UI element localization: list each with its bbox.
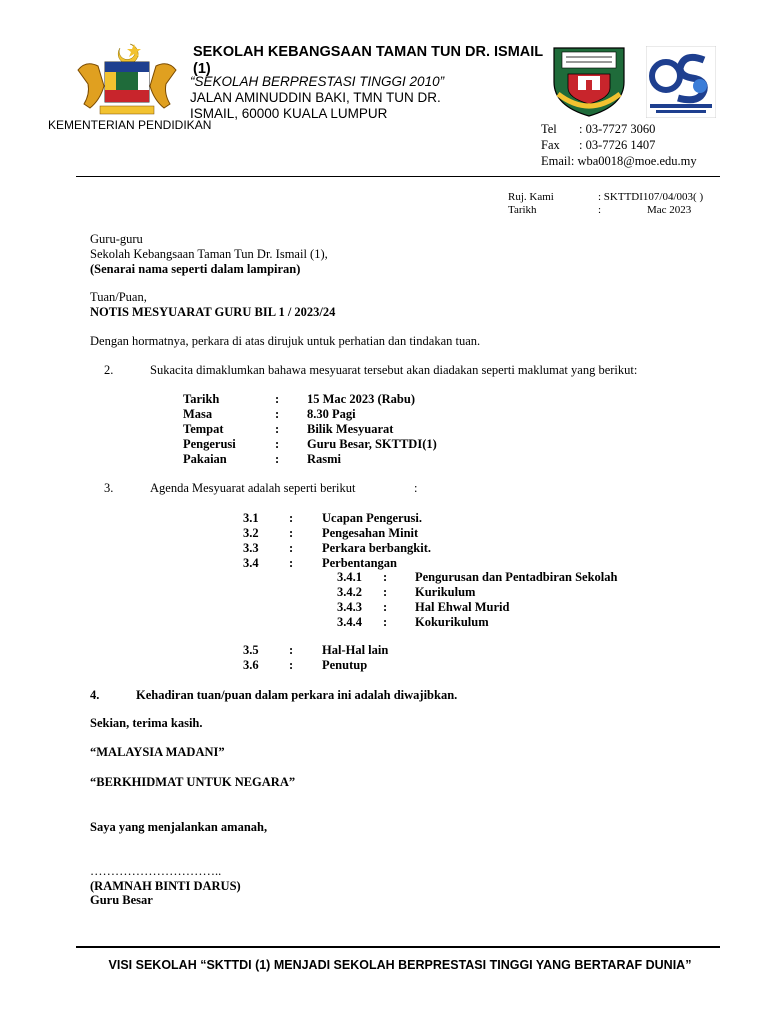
detail-sep: :	[275, 452, 280, 466]
signer-title: Guru Besar	[90, 893, 153, 907]
recipient-line-2: Sekolah Kebangsaan Taman Tun Dr. Ismail (1),	[90, 247, 328, 261]
para4-text: Kehadiran tuan/puan dalam perkara ini adalah diwajibkan.	[136, 688, 458, 702]
agenda-sep: :	[289, 526, 294, 540]
agenda-subsep: :	[383, 585, 388, 599]
detail-value: Guru Besar, SKTTDI(1)	[307, 437, 437, 451]
tel-value: : 03-7727 3060	[579, 122, 656, 136]
address-line-2: ISMAIL, 60000 KUALA LUMPUR	[190, 106, 388, 121]
detail-sep: :	[275, 392, 280, 406]
detail-label: Pengerusi	[183, 437, 236, 451]
agenda-text: Perkara berbangkit.	[322, 541, 432, 555]
fax-value: : 03-7726 1407	[579, 138, 656, 152]
closing: Sekian, terima kasih.	[90, 716, 203, 730]
signer-name: (RAMNAH BINTI DARUS)	[90, 879, 241, 893]
agenda-sep: :	[289, 658, 294, 672]
para2-text: Sukacita dimaklumkan bahawa mesyuarat tersebut akan diadakan seperti maklumat yang berikut:	[150, 363, 638, 377]
detail-sep: :	[275, 422, 280, 436]
school-vision: VISI SEKOLAH “SKTTDI (1) MENJADI SEKOLAH BERPRESTASI TINGGI YANG BERTARAF DUNIA”	[108, 958, 692, 972]
ref-value: : SKTTDI107/04/003( )	[598, 191, 704, 203]
agenda-subnum: 3.4.3	[337, 600, 362, 614]
meeting-details	[183, 392, 437, 467]
agenda-text: Perbentangan	[322, 556, 397, 570]
detail-sep: :	[275, 407, 280, 421]
agenda-subitem	[337, 600, 617, 615]
agenda-item	[243, 526, 431, 541]
para2-number: 2.	[104, 363, 114, 377]
school-name: SEKOLAH KEBANGSAAN TAMAN TUN DR. ISMAIL (1)	[193, 44, 543, 77]
recipient-line-1: Guru-guru	[90, 232, 143, 246]
award-logo	[646, 46, 716, 118]
agenda-list	[243, 511, 431, 571]
para3-text: Agenda Mesyuarat adalah seperti berikut	[150, 481, 356, 495]
agenda-subtext: Hal Ehwal Murid	[415, 600, 510, 614]
date-sep: :	[598, 204, 602, 216]
agenda-subitem	[337, 585, 617, 600]
school-motto: “SEKOLAH BERPRESTASI TINGGI 2010”	[190, 74, 445, 89]
ministry-name: KEMENTERIAN PENDIDIKAN	[48, 118, 212, 132]
salutation: Tuan/Puan,	[90, 290, 147, 304]
para3-colon: :	[414, 481, 418, 495]
agenda-subtext: Kurikulum	[415, 585, 476, 599]
agenda-list-end	[243, 643, 388, 673]
agenda-num: 3.4	[243, 556, 259, 570]
agenda-subtext: Kokurikulum	[415, 615, 489, 629]
detail-row	[183, 407, 437, 422]
agenda-item	[243, 556, 431, 571]
agenda-subitem	[337, 615, 617, 630]
agenda-num: 3.1	[243, 511, 259, 525]
subject: NOTIS MESYUARAT GURU BIL 1 / 2023/24	[90, 305, 336, 319]
address-line-1: JALAN AMINUDDIN BAKI, TMN TUN DR.	[190, 90, 441, 105]
school-crest-logo	[548, 44, 630, 118]
slogan-2: “BERKHIDMAT UNTUK NEGARA”	[90, 775, 296, 789]
contact-fax	[541, 138, 655, 153]
agenda-text: Hal-Hal lain	[322, 643, 389, 657]
contact-tel	[541, 122, 655, 137]
date-value: Mac 2023	[647, 204, 692, 216]
agenda-item	[243, 511, 431, 526]
agenda-sep: :	[289, 511, 294, 525]
header-divider	[76, 176, 720, 177]
agenda-text: Penutup	[322, 658, 368, 672]
agenda-subnum: 3.4.1	[337, 570, 362, 584]
agenda-item	[243, 658, 388, 673]
intro-text: Dengan hormatnya, perkara di atas dirujuk untuk perhatian dan tindakan tuan.	[90, 334, 481, 348]
detail-row	[183, 452, 437, 467]
contact-email	[541, 154, 697, 169]
para3-number: 3.	[104, 481, 114, 495]
detail-row	[183, 392, 437, 407]
detail-row	[183, 422, 437, 437]
agenda-num: 3.2	[243, 526, 259, 540]
email-value: : wba0018@moe.edu.my	[570, 154, 697, 168]
agenda-text: Ucapan Pengerusi.	[322, 511, 422, 525]
detail-value: 15 Mac 2023 (Rabu)	[307, 392, 415, 406]
agenda-subitem	[337, 570, 617, 585]
signature-dots: …………………………..	[90, 864, 222, 878]
para4-number: 4.	[90, 688, 100, 702]
agenda-subsep: :	[383, 570, 388, 584]
email-label: Email	[541, 154, 571, 168]
agenda-sep: :	[289, 643, 294, 657]
agenda-sep: :	[289, 556, 294, 570]
agenda-subsep: :	[383, 615, 388, 629]
detail-row	[183, 437, 437, 452]
agenda-item	[243, 643, 388, 658]
fax-label: Fax	[541, 138, 560, 152]
detail-label: Masa	[183, 407, 213, 421]
agenda-subtext: Pengurusan dan Pentadbiran Sekolah	[415, 570, 618, 584]
agenda-text: Pengesahan Minit	[322, 526, 419, 540]
agenda-subnum: 3.4.2	[337, 585, 362, 599]
agenda-item	[243, 541, 431, 556]
date-label: Tarikh	[508, 204, 537, 216]
slogan-1: “MALAYSIA MADANI”	[90, 745, 225, 759]
detail-label: Tarikh	[183, 392, 220, 406]
agenda-num: 3.6	[243, 658, 259, 672]
agenda-subnum: 3.4.4	[337, 615, 362, 629]
agenda-sep: :	[289, 541, 294, 555]
recipient-line-3: (Senarai nama seperti dalam lampiran)	[90, 262, 301, 276]
agenda-sublist	[337, 570, 617, 630]
agenda-num: 3.3	[243, 541, 259, 555]
detail-value: 8.30 Pagi	[307, 407, 356, 421]
ref-label: Ruj. Kami	[508, 191, 554, 203]
detail-label: Tempat	[183, 422, 224, 436]
coat-of-arms-logo	[72, 40, 182, 120]
detail-value: Bilik Mesyuarat	[307, 422, 394, 436]
footer-divider	[76, 946, 720, 948]
tel-label: Tel	[541, 122, 557, 136]
detail-sep: :	[275, 437, 280, 451]
trust-line: Saya yang menjalankan amanah,	[90, 820, 268, 834]
agenda-num: 3.5	[243, 643, 259, 657]
detail-label: Pakaian	[183, 452, 227, 466]
agenda-subsep: :	[383, 600, 388, 614]
detail-value: Rasmi	[307, 452, 342, 466]
